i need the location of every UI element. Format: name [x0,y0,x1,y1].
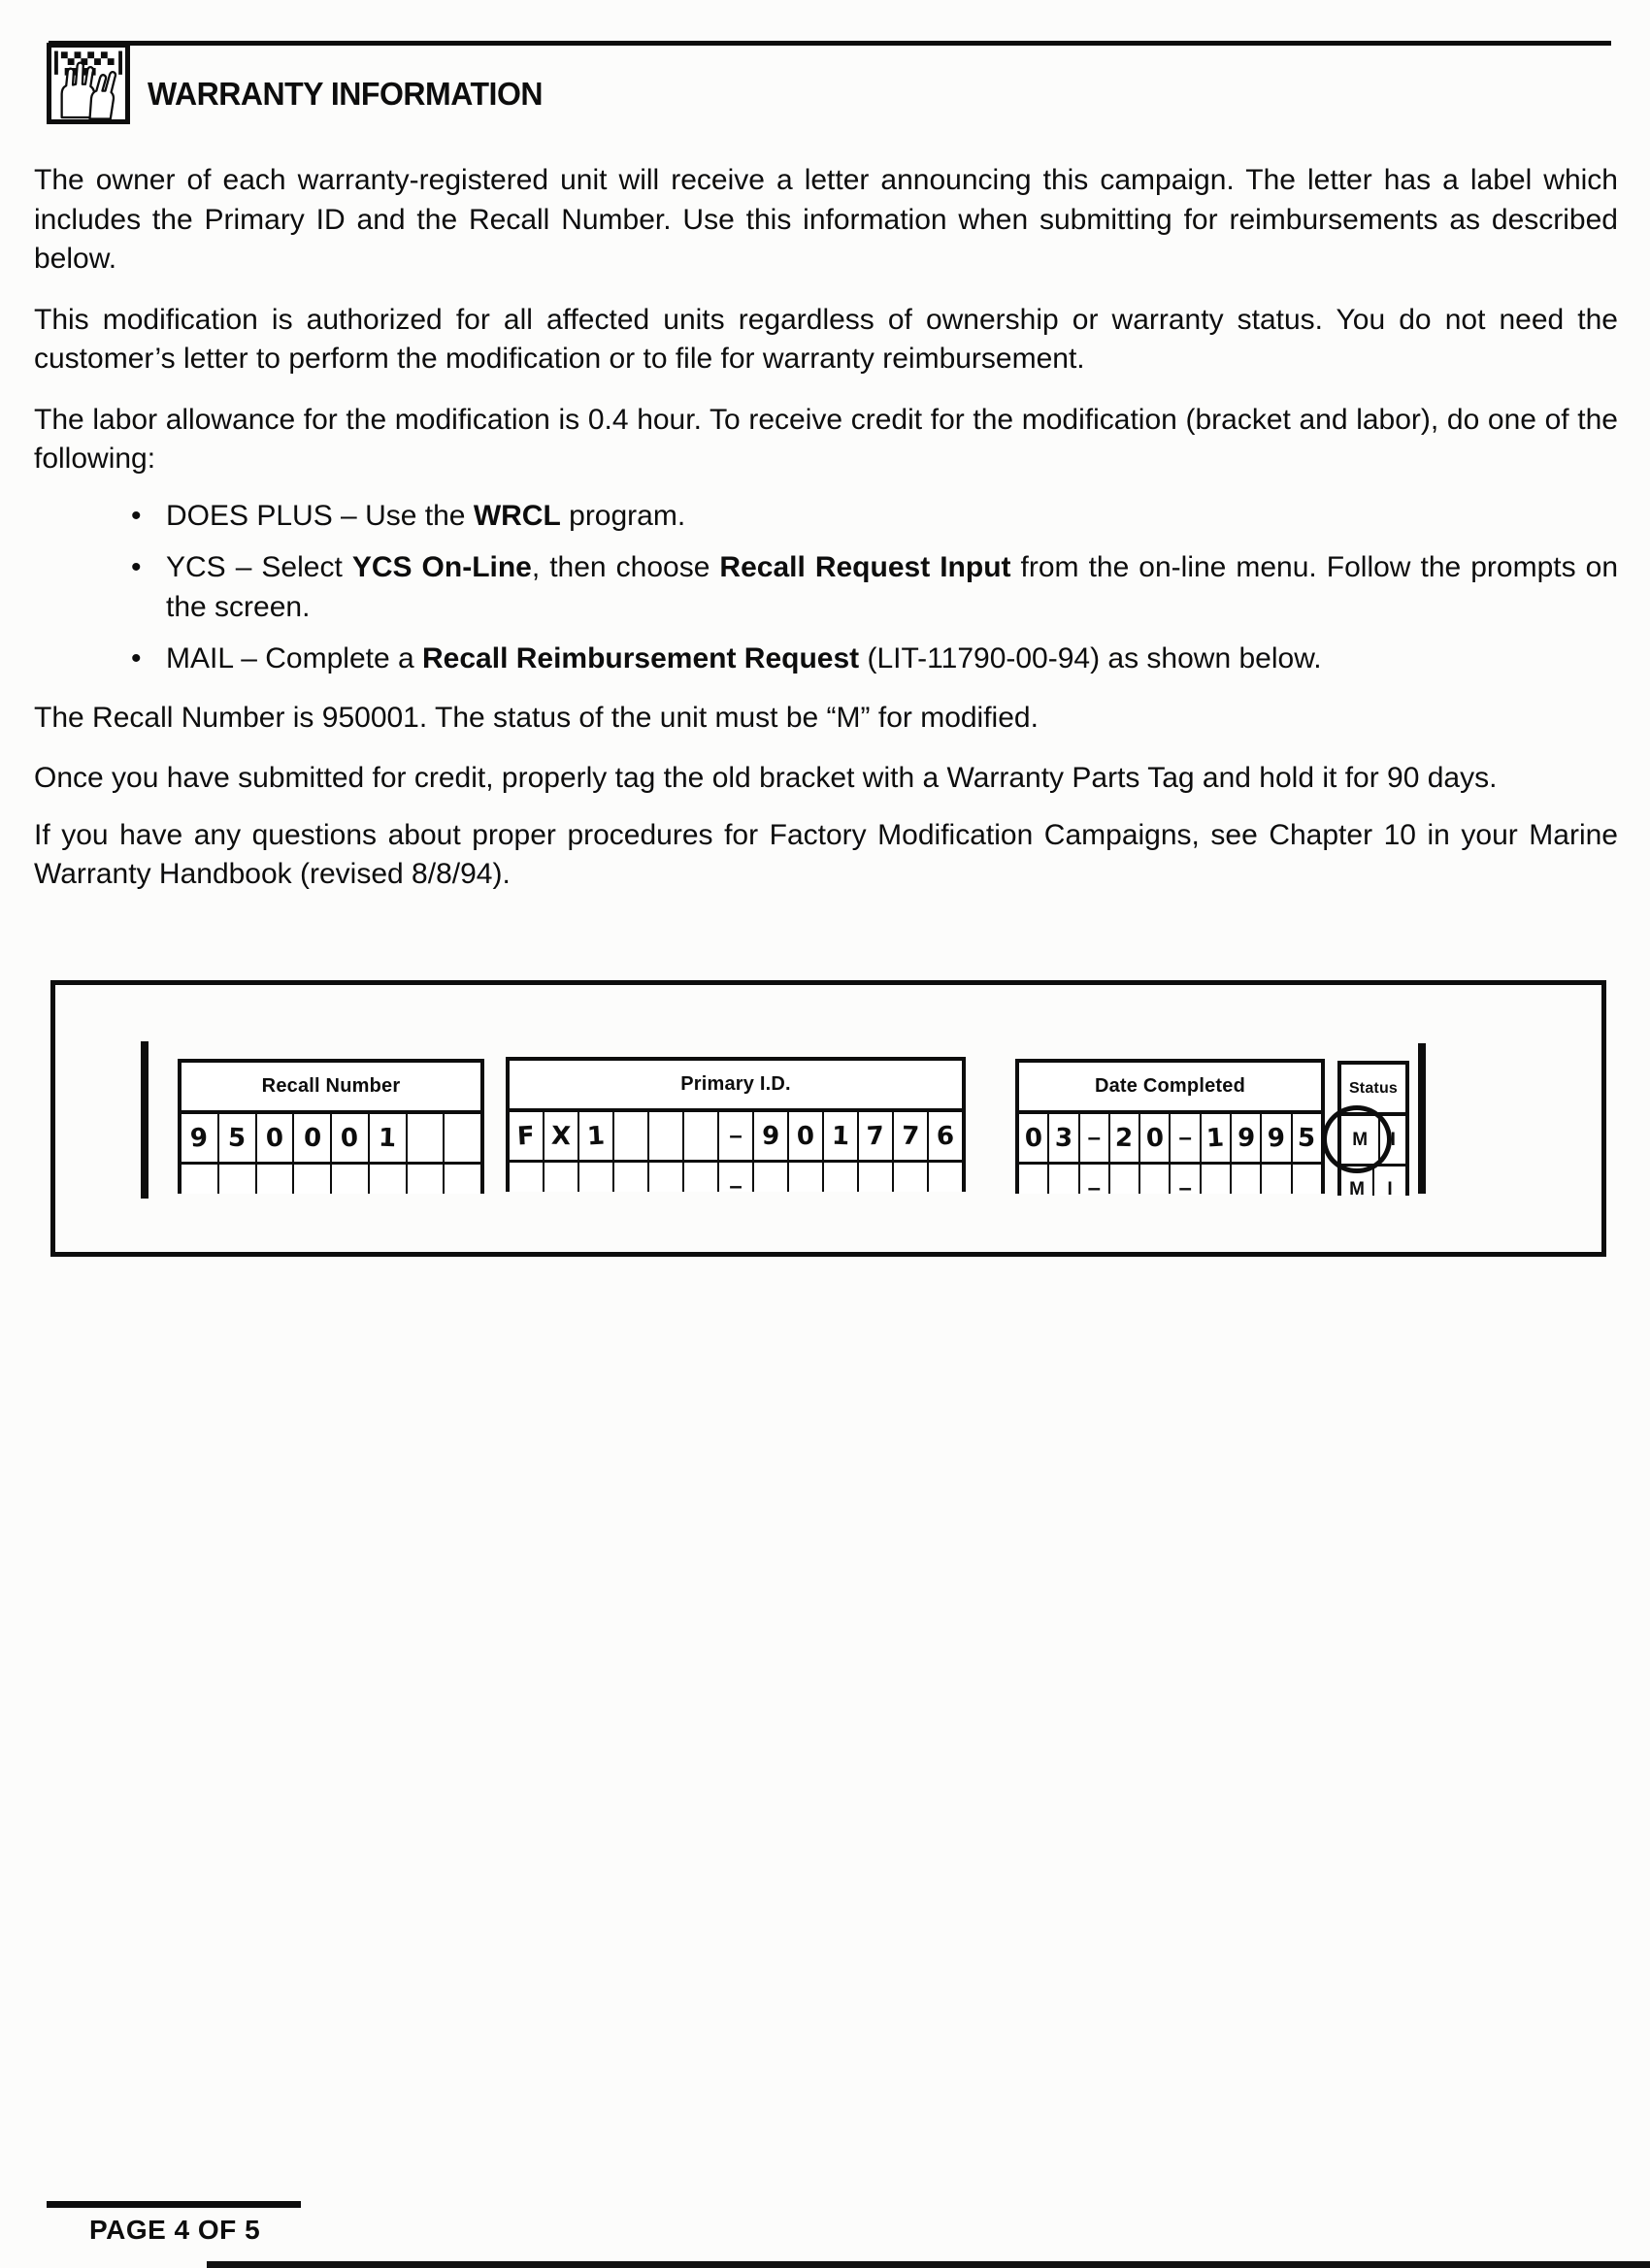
hands-typing-icon [51,48,125,119]
form-cell: 3 [1049,1114,1079,1162]
form-cell [684,1163,719,1192]
form-cell: M [1341,1116,1380,1164]
form-cell: 0 [1019,1114,1049,1162]
status-label: Status [1341,1065,1405,1116]
form-cell [754,1163,789,1192]
bullet-list [34,497,1618,679]
page-title: WARRANTY INFORMATION [148,76,544,112]
date-completed-label: Date Completed [1019,1063,1321,1114]
form-cell [544,1163,579,1192]
form-cell [614,1112,649,1160]
form-right-crop-mark [1418,1043,1426,1194]
form-cell [1232,1165,1262,1194]
form-cell [859,1163,894,1192]
form-cell: 1 [824,1112,859,1160]
form-cell [445,1165,480,1194]
form-cell [614,1163,649,1192]
form-cell [929,1163,962,1192]
form-cell: 2 [1110,1114,1140,1162]
form-cell [445,1114,480,1162]
form-cell: – [719,1112,754,1160]
form-cell [684,1112,719,1160]
form-cell [1049,1165,1079,1194]
form-cell [1293,1165,1321,1194]
form-cell: 5 [219,1114,257,1162]
form-cell [219,1165,257,1194]
form-cell: 0 [257,1114,295,1162]
form-cell [408,1165,446,1194]
form-cell [182,1165,219,1194]
form-cell: 0 [332,1114,370,1162]
primary-id-label: Primary I.D. [510,1061,962,1112]
date-completed-section [1015,1059,1325,1194]
form-cell: I [1390,1129,1396,1150]
footer-rule [47,2201,301,2208]
form-cell: 9 [1232,1114,1262,1162]
paragraph-labor-allowance: The labor allowance for the modification is 0.4 hour. To receive credit for the modification (bracket and labor), do one of the following: [34,403,1618,475]
bullet-item-mail: • MAIL – Complete a Recall Reimbursement Request (LIT-11790-00-94) as shown below. [34,640,1618,679]
form-cell [894,1163,929,1192]
header-icon-box [47,43,130,124]
form-cell: F [510,1112,544,1160]
form-cell [1202,1165,1232,1194]
form-cell [332,1165,370,1194]
form-cell [1019,1165,1049,1194]
recall-number-label: Recall Number [182,1063,480,1114]
form-cell: I [1387,1179,1393,1196]
form-cell [1140,1165,1171,1194]
paragraph-questions: If you have any questions about proper procedures for Factory Modification Campaigns, see Chapter 10 in your Marine Warranty Handbook (revised 8/8/94). [34,818,1618,890]
recall-number-partial-row [182,1165,480,1194]
primary-id-section [506,1057,966,1192]
primary-id-partial-row [510,1163,962,1192]
form-cell: 0 [1140,1114,1171,1162]
form-cell [789,1163,824,1192]
form-cell: – [1080,1165,1110,1194]
form-cell: 9 [1262,1114,1292,1162]
form-cell: – [1171,1114,1201,1162]
form-cell: M [1341,1167,1374,1196]
form-cell: – [1171,1165,1201,1194]
form-cell: 0 [789,1112,824,1160]
page-number: PAGE 4 OF 5 [89,2215,261,2245]
date-completed-cells [1019,1114,1321,1165]
form-cell [408,1114,446,1162]
form-cell [257,1165,295,1194]
form-cell [1262,1165,1292,1194]
form-cell: 1 [370,1114,408,1162]
status-m-circle-annotation [1322,1105,1392,1173]
form-cell: – [1080,1114,1110,1162]
form-cell [1110,1165,1140,1194]
form-cell [824,1163,859,1192]
form-cell: 7 [894,1112,929,1160]
form-left-crop-mark [141,1041,148,1199]
paragraph-authorization: This modification is authorized for all affected units regardless of ownership or warranty status. You do not need the customer’s letter to perform the modification or to file for warranty reimbursement. [34,303,1618,375]
bullet-item-does-plus: • DOES PLUS – Use the WRCL program. [34,497,1618,537]
form-cell [579,1163,614,1192]
recall-number-cells [182,1114,480,1165]
form-cell: 0 [294,1114,332,1162]
body-text [34,161,1618,916]
scan-edge-artifact [207,2261,1650,2268]
form-cell: 9 [182,1114,219,1162]
paragraph-owner-letter: The owner of each warranty-registered unit will receive a letter announcing this campaign. The letter has a label which includes the Primary ID and the Recall Number. Use this information when submitting for reimbursements as described below. [34,164,1618,275]
recall-reimbursement-form-sample [50,980,1606,1257]
form-cell: 6 [936,1121,955,1151]
form-cell: 1 [1202,1114,1232,1162]
form-cell: 5 [1297,1123,1316,1153]
date-completed-partial-row [1019,1165,1321,1194]
bullet-item-ycs: • YCS – Select YCS On-Line, then choose Recall Request Input from the on-line menu. Follow the prompts on the screen. [34,548,1618,627]
form-cell: X [544,1112,579,1160]
paragraph-parts-tag: Once you have submitted for credit, properly tag the old bracket with a Warranty Parts Tag and hold it for 90 days. [34,762,1498,794]
primary-id-cells [510,1112,962,1163]
paragraph-recall-number: The Recall Number is 950001. The status of the unit must be “M” for modified. [34,701,1039,734]
top-rule [49,41,1611,46]
recall-number-section [178,1059,484,1194]
form-cell: 7 [859,1112,894,1160]
form-cell [370,1165,408,1194]
form-cell [294,1165,332,1194]
form-cell [510,1163,544,1192]
form-cell: – [719,1163,754,1192]
form-cell [649,1163,684,1192]
form-cell [649,1112,684,1160]
form-cell: 1 [579,1112,614,1160]
form-cell: 9 [754,1112,789,1160]
